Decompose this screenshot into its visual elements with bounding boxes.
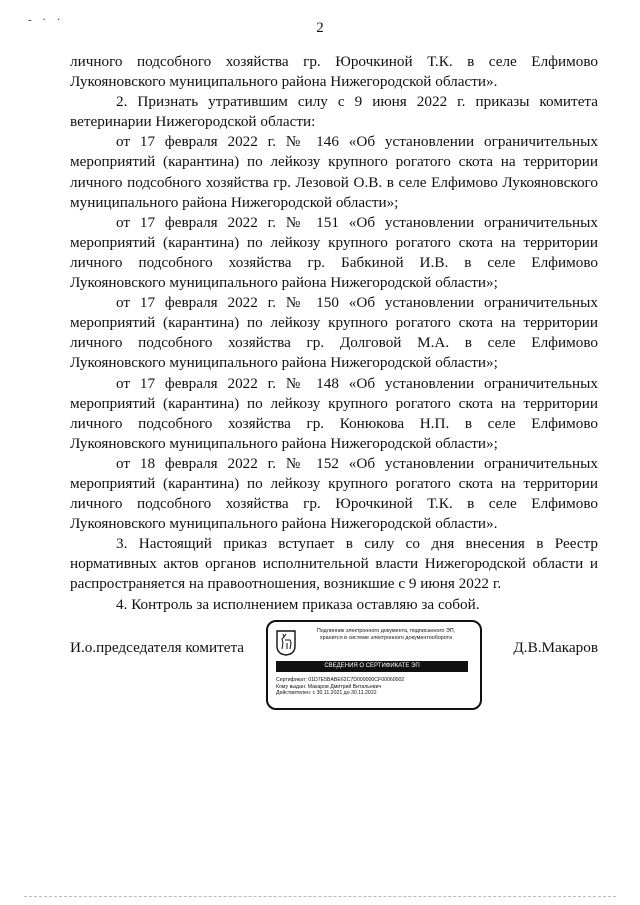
electronic-signature-stamp [266, 620, 482, 710]
document-body [70, 52, 598, 615]
signer-position: И.о.председателя комитета [70, 639, 245, 656]
corner-marks: - · · [28, 14, 65, 26]
page-bottom-divider [24, 896, 616, 897]
list-item: от 17 февраля 2022 г. № 150 «Об установлении ограничительных мероприятий (карантина) по лейкозу крупного рогатого скота на территории личного подсобного хозяйства гр. Долговой М.А. в селе Елфимово Лукояновского муниципального района Нижегородской области»; [70, 294, 598, 372]
certificate-number: Сертификат: 01D7E5BABE62C7D000000CF00060002 [276, 677, 405, 683]
stamp-header-line: хранится в системе электронного документооборота [319, 634, 453, 641]
certificate-validity: Действителен: с 30.11.2021 до 30.11.2022 [276, 690, 377, 697]
list-item: от 17 февраля 2022 г. № 151 «Об установлении ограничительных мероприятий (карантина) по лейкозу крупного рогатого скота на территории личного подсобного хозяйства гр. Бабкиной И.В. в селе Елфимово Лукояновского муниципального района Нижегородской области»; [70, 213, 598, 292]
nizhny-novgorod-deer-emblem-icon [276, 630, 296, 656]
stamp-details [276, 677, 472, 697]
paragraph-2: 2. Признать утратившим силу с 9 июня 2022 г. приказы комитета ветеринарии Нижегородской области: [70, 93, 598, 131]
paragraph-3: 3. Настоящий приказ вступает в силу со дня внесения в Реестр нормативных актов органов исполнительной власти Нижегородской области и распространяется на правоотношения, возникшие с 9 июня 2022 г. [70, 535, 598, 593]
page-number: 2 [316, 20, 324, 36]
stamp-header-line: Подлинник электронного документа, подписанного ЭП, [316, 628, 456, 634]
list-item: от 18 февраля 2022 г. № 152 «Об установлении ограничительных мероприятий (карантина) по лейкозу крупного рогатого скота на территории личного подсобного хозяйства гр. Юрочкиной Т.К. в селе Елфимово Лукояновского муниципального района Нижегородской области». [70, 454, 598, 533]
signer-name: Д.В.Макаров [513, 639, 598, 656]
signature-row [70, 620, 598, 710]
stamp-title-bar: СВЕДЕНИЯ О СЕРТИФИКАТЕ ЭП [276, 661, 468, 672]
stamp-header [300, 628, 472, 641]
list-item: от 17 февраля 2022 г. № 148 «Об установлении ограничительных мероприятий (карантина) по лейкозу крупного рогатого скота на территории личного подсобного хозяйства гр. Конюкова Н.П. в селе Елфимово Лукояновского муниципального района Нижегородской области»; [70, 374, 598, 452]
paragraph-continuation: личного подсобного хозяйства гр. Юрочкиной Т.К. в селе Елфимово Лукояновского муниципального района Нижегородской области». [70, 53, 598, 91]
paragraph-4: 4. Контроль за исполнением приказа оставляю за собой. [116, 595, 480, 613]
certificate-owner: Кому выдан: Макаров Дмитрий Витальевич [276, 683, 382, 690]
list-item: от 17 февраля 2022 г. № 146 «Об установлении ограничительных мероприятий (карантина) по лейкозу крупного рогатого скота на территории личного подсобного хозяйства гр. Лезовой О.В. в селе Елфимово Лукояновского муниципального района Нижегородской области»; [70, 133, 598, 211]
